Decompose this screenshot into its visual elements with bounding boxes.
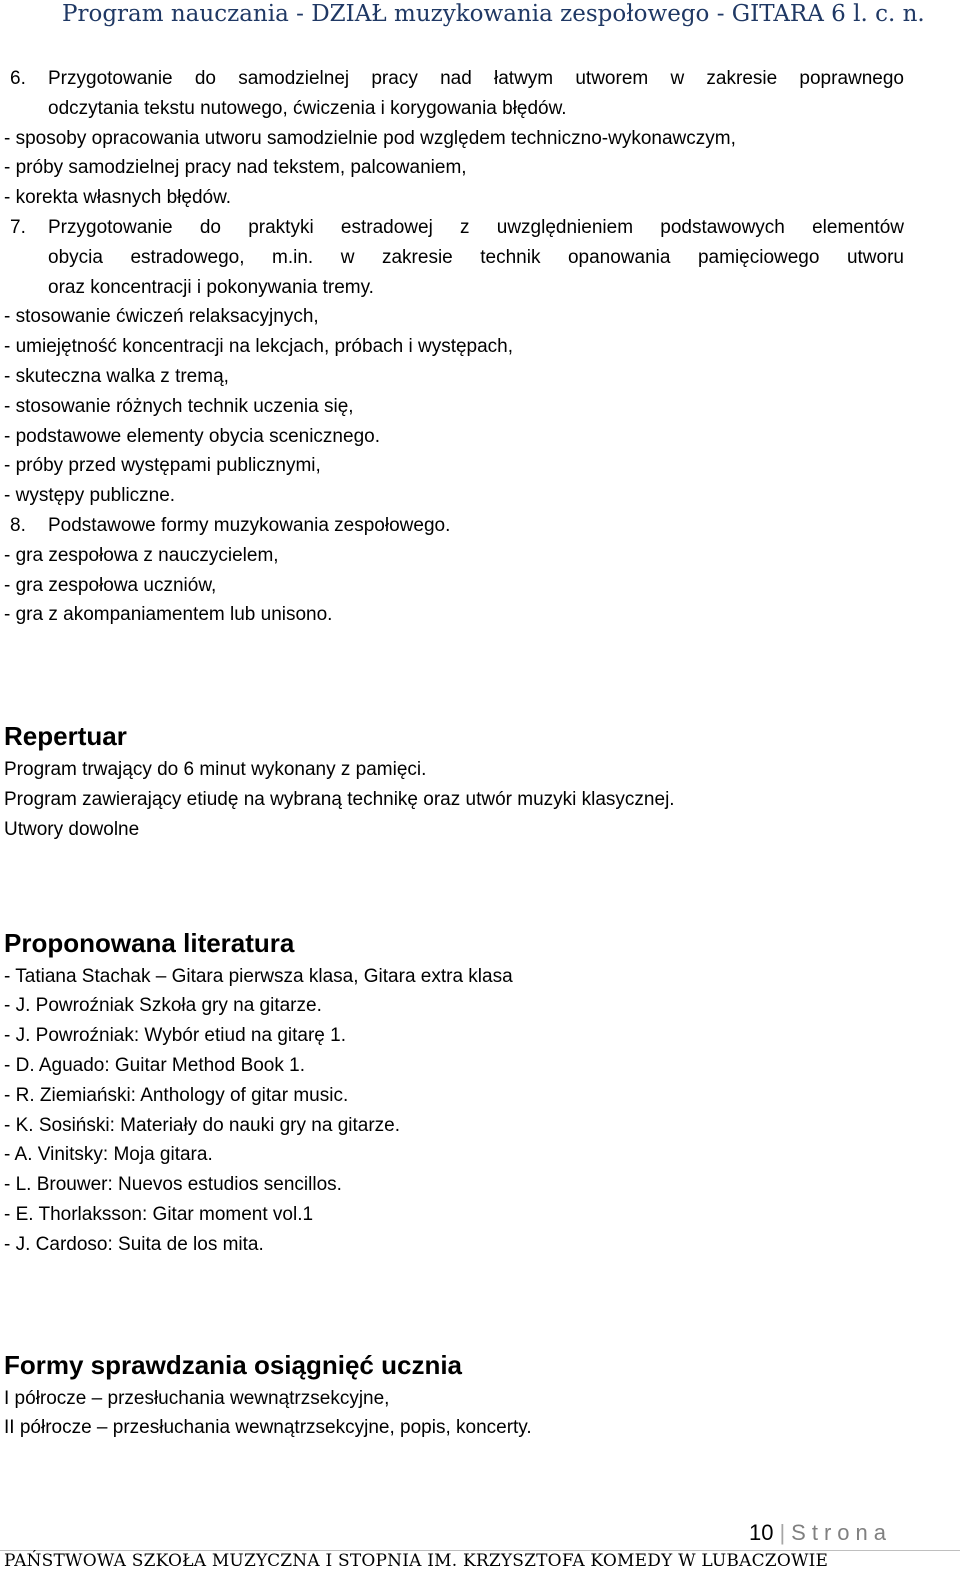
page-label: Strona <box>791 1520 892 1545</box>
list-item: - występy publiczne. <box>4 485 176 507</box>
list-item: - stosowanie ćwiczeń relaksacyjnych, <box>4 306 319 328</box>
literatura-heading: Proponowana literatura <box>4 927 295 958</box>
list-item: - umiejętność koncentracji na lekcjach, próbach i występach, <box>4 336 514 358</box>
formy-heading: Formy sprawdzania osiągnięć ucznia <box>4 1349 463 1380</box>
running-header: Program nauczania - DZIAŁ muzykowania zespołowego - GITARA 6 l. c. n. <box>62 1 925 27</box>
list-item: - sposoby opracowania utworu samodzielnie pod względem techniczno-wykonawczym, <box>4 127 736 149</box>
section-8-heading <box>4 511 904 541</box>
literatura-item: - R. Ziemiański: Anthology of gitar music. <box>4 1084 349 1106</box>
literatura-item: - A. Vinitsky: Moja gitara. <box>4 1144 213 1166</box>
repertuar-line: Utwory dowolne <box>4 818 140 840</box>
repertuar-line: Program trwający do 6 minut wykonany z pamięci. <box>4 759 427 781</box>
footer-school-name: PAŃSTWOWA SZKOŁA MUZYCZNA I STOPNIA IM. KRZYSZTOFA KOMEDY W LUBACZOWIE <box>4 1551 829 1571</box>
section-6-line-1: Przygotowanie do samodzielnej pracy nad łatwym utworem w zakresie poprawnego <box>48 68 904 89</box>
list-item: - gra zespołowa uczniów, <box>4 574 217 596</box>
formy-line: I półrocze – przesłuchania wewnątrzsekcyjne, <box>4 1387 390 1409</box>
list-item: - gra z akompaniamentem lub unisono. <box>4 604 333 626</box>
section-number: 8. <box>10 514 26 536</box>
section-number: 6. <box>10 68 26 89</box>
literatura-item: - J. Cardoso: Suita de los mita. <box>4 1233 264 1255</box>
section-6-heading <box>4 64 904 124</box>
list-item: - skuteczna walka z tremą, <box>4 365 229 387</box>
page-number-value: 10 <box>748 1520 774 1545</box>
section-7-line-1: Przygotowanie do praktyki estradowej z uwzględnieniem podstawowych elementów <box>48 216 904 238</box>
repertuar-heading: Repertuar <box>4 721 127 752</box>
literatura-item: - L. Brouwer: Nuevos estudios sencillos. <box>4 1174 342 1196</box>
page-number <box>749 1520 892 1546</box>
list-item: - stosowanie różnych technik uczenia się, <box>4 395 354 417</box>
section-8-line-1: Podstawowe formy muzykowania zespołowego. <box>48 514 451 536</box>
formy-line: II półrocze – przesłuchania wewnątrzsekcyjne, popis, koncerty. <box>4 1417 532 1439</box>
list-item: - próby samodzielnej pracy nad tekstem, palcowaniem, <box>4 157 467 179</box>
literatura-item: - D. Aguado: Guitar Method Book 1. <box>4 1054 306 1076</box>
list-item: - gra zespołowa z nauczycielem, <box>4 544 279 566</box>
section-7-line-2: obycia estradowego, m.in. w zakresie technik opanowania pamięciowego utworu <box>48 246 904 268</box>
literatura-item: - K. Sosiński: Materiały do nauki gry na gitarze. <box>4 1114 401 1136</box>
literatura-item: - J. Powroźniak: Wybór etiud na gitarę 1. <box>4 1025 346 1047</box>
literatura-item: - J. Powroźniak Szkoła gry na gitarze. <box>4 995 322 1017</box>
list-item: - próby przed występami publicznymi, <box>4 455 321 477</box>
page-separator: | <box>779 1520 786 1545</box>
section-6-line-2: odczytania tekstu nutowego, ćwiczenia i korygowania błędów. <box>48 97 567 119</box>
list-item: - korekta własnych błędów. <box>4 187 232 209</box>
section-7-heading <box>4 213 904 302</box>
literatura-item: - Tatiana Stachak – Gitara pierwsza klasa, Gitara extra klasa <box>4 965 513 987</box>
section-number: 7. <box>10 216 26 238</box>
document-body <box>4 64 904 1443</box>
literatura-item: - E. Thorlaksson: Gitar moment vol.1 <box>4 1203 314 1225</box>
list-item: - podstawowe elementy obycia scenicznego. <box>4 425 380 447</box>
section-7-line-3: oraz koncentracji i pokonywania tremy. <box>48 276 374 298</box>
repertuar-line: Program zawierający etiudę na wybraną technikę oraz utwór muzyki klasycznej. <box>4 788 675 810</box>
